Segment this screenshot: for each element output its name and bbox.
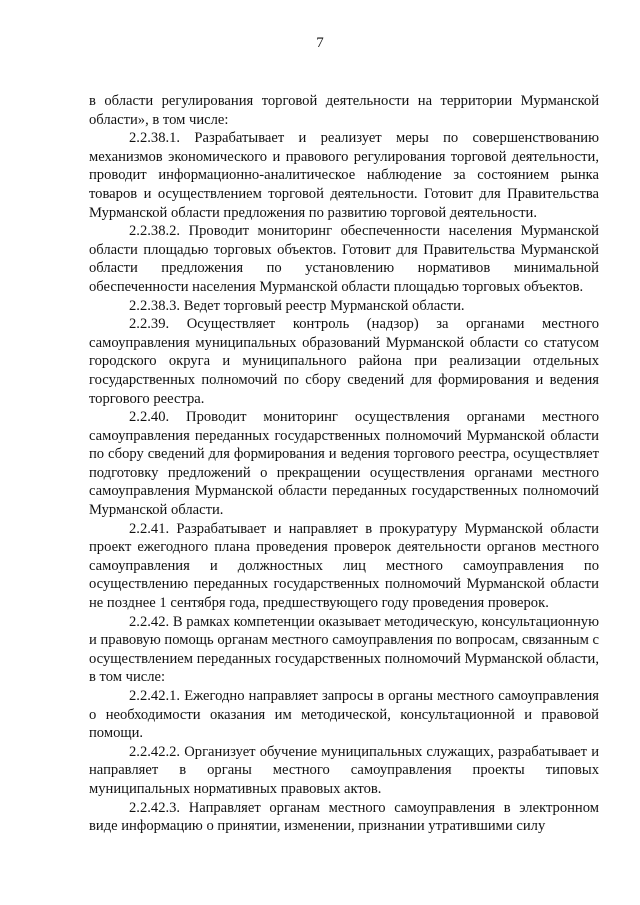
paragraph: 2.2.38.3. Ведет торговый реестр Мурманской области. xyxy=(129,297,465,314)
paragraph: в области регулирования торговой деятельности на территории Мурманской области», в том числе: xyxy=(89,93,599,128)
paragraph: 2.2.38.2. Проводит мониторинг обеспеченности населения Мурманской области площадью торговых объектов. Готовит для Правительства Мурманской области предложения по установлению нормативов минимальной обеспеченности населения Мурманской области площадью торговых объектов. xyxy=(89,223,599,295)
paragraph: 2.2.41. Разрабатывает и направляет в прокуратуру Мурманской области проект ежегодного плана проведения проверок деятельности органов местного самоуправления и должностных лиц местного самоуправления по осуществлению переданных государственных полномочий Мурманской области не позднее 1 сентября года, предшествующего году проведения проверок. xyxy=(89,520,599,612)
paragraph: 2.2.38.1. Разрабатывает и реализует меры по совершенствованию механизмов экономического и правового регулирования торговой деятельности, проводит информационно-аналитическое наблюдение за состоянием рынка товаров и осуществлением торговой деятельности. Готовит для Правительства Мурманской области предложения по развитию торговой деятельности. xyxy=(89,130,599,221)
paragraph: 2.2.42.3. Направляет органам местного самоуправления в электронном виде информацию о принятии, изменении, признании утратившими силу xyxy=(89,799,599,835)
document-body xyxy=(89,92,599,836)
paragraph: 2.2.42.1. Ежегодно направляет запросы в органы местного самоуправления о необходимости оказания им методической, консультационной и правовой помощи. xyxy=(89,688,599,742)
paragraph: 2.2.40. Проводит мониторинг осуществления органами местного самоуправления переданных государственных полномочий Мурманской области по сбору сведений для формирования и ведения торгового реестра, осуществляет подготовку предложений о прекращении осуществления органами местного самоуправления Мурманской области переданных государственных полномочий Мурманской области. xyxy=(89,409,599,519)
paragraph: 2.2.42. В рамках компетенции оказывает методическую, консультационную и правовую помощь органам местного самоуправления по вопросам, связанным с осуществлением переданных государственных полномочий Мурманской области, в том числе: xyxy=(89,613,599,686)
paragraph: 2.2.39. Осуществляет контроль (надзор) за органами местного самоуправления муниципальных образований Мурманской области со статусом городского округа и муниципального района при реализации отдельных государственных полномочий по сбору сведений для формирования и ведения торгового реестра. xyxy=(89,316,599,407)
paragraph: 2.2.42.2. Организует обучение муниципальных служащих, разрабатывает и направляет в органы местного самоуправления проекты типовых муниципальных нормативных правовых актов. xyxy=(89,743,599,797)
page-number: 7 xyxy=(316,35,324,51)
